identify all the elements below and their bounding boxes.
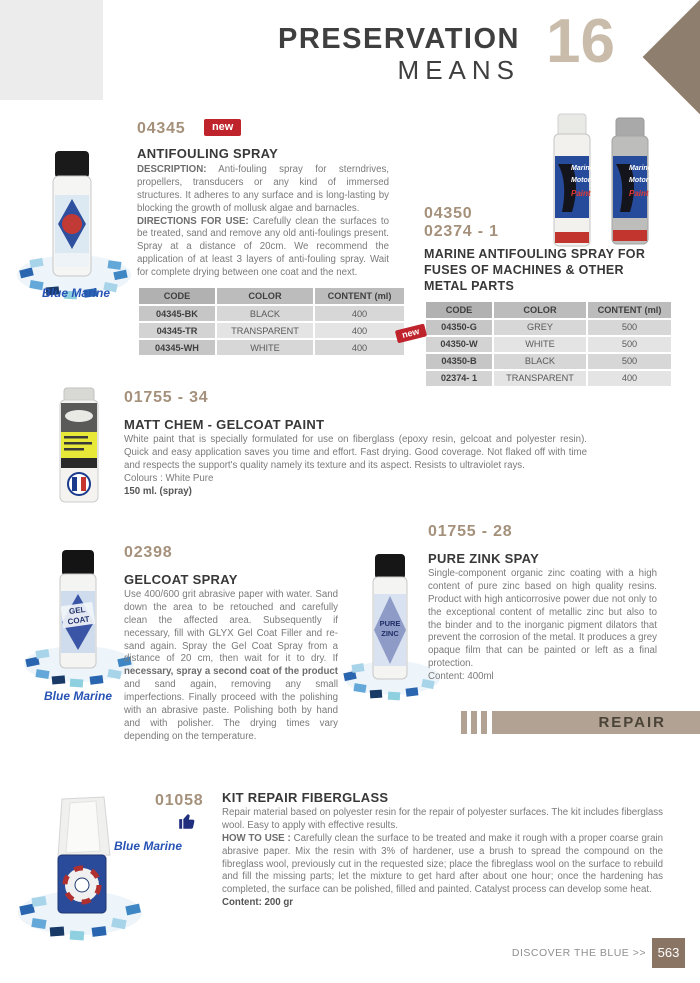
col-header-color: COLOR xyxy=(217,288,313,304)
can-label-marine: Marine xyxy=(571,165,594,172)
cell-color: BLACK xyxy=(217,306,313,321)
description-part2: and sand again, removing any small imperfections. Finally proceed with the polishing with an abrasive paste. Polishing both by hand and with polisher. The drying times vary depending on the temperature. xyxy=(124,679,338,742)
footer-tagline: DISCOVER THE BLUE >> xyxy=(511,947,646,959)
cell-color: BLACK xyxy=(494,354,586,369)
content-line: Content: 400ml xyxy=(428,671,494,683)
page-title-line1: PRESERVATION xyxy=(278,23,520,55)
new-badge: new xyxy=(204,119,241,136)
spray-can xyxy=(373,554,407,679)
page-title-line2: MEANS xyxy=(397,54,520,85)
directions-label: DIRECTIONS FOR USE: xyxy=(137,215,249,227)
product-image-kit-repair xyxy=(8,793,153,948)
table-row xyxy=(139,306,404,321)
cell-content: 400 xyxy=(315,340,404,355)
col-header-content: CONTENT (ml) xyxy=(588,302,671,318)
section-kit-repair xyxy=(222,790,663,910)
section-gelcoat-spray xyxy=(124,544,338,744)
cell-code: 04345-BK xyxy=(139,306,215,321)
table-row xyxy=(426,371,671,386)
cell-code: 04350-W xyxy=(426,337,492,352)
product-title: MARINE ANTIFOULING SPRAY FOR FUSES OF MACHINES & OTHER METAL PARTS xyxy=(424,246,646,293)
section-pure-zinc xyxy=(428,523,657,684)
page-title xyxy=(140,24,520,84)
can-label-motor: Motor xyxy=(571,177,591,184)
cell-code: 04350-G xyxy=(426,320,492,335)
product-code-1: 04350 xyxy=(424,205,473,222)
cell-color: TRANSPARENT xyxy=(217,323,313,338)
page-number: 563 xyxy=(652,938,685,968)
col-header-code: CODE xyxy=(426,302,492,318)
product-description: Single-component organic zinc coating with a high content of pure zinc based on high quality resins. Product with high anticorrosive power due not only to the exceptional content of metallic zinc but also to the binder and to the inorganic pigment dilators that prevent the corrosion of the metal. It produces a grey opaque film that can be painted or left as a final protection. xyxy=(428,568,657,670)
product-image-matt-chem xyxy=(30,386,130,511)
table-row xyxy=(139,340,404,355)
banner-stripe xyxy=(471,711,477,734)
product-table-04345 xyxy=(137,286,406,357)
product-description xyxy=(124,589,338,744)
cell-code: 04350-B xyxy=(426,354,492,369)
chapter-number: 16 xyxy=(546,7,615,76)
content-line: 150 ml. (spray) xyxy=(124,485,192,497)
section-antifouling xyxy=(137,119,406,357)
cell-color: TRANSPARENT xyxy=(494,371,586,386)
spray-can xyxy=(60,550,96,668)
spray-can xyxy=(60,388,98,502)
can-label-marine: Marine xyxy=(629,165,652,172)
description-label: DESCRIPTION: xyxy=(137,164,207,175)
product-title: ANTIFOULING SPRAY xyxy=(137,146,279,161)
cell-content: 500 xyxy=(588,354,671,369)
kit-pouch-and-can xyxy=(58,797,110,913)
product-code: 01755 - 34 xyxy=(124,389,209,406)
product-code: 01058 xyxy=(155,792,204,809)
product-title: MATT CHEM - GELCOAT PAINT xyxy=(124,417,325,432)
cell-content: 500 xyxy=(588,337,671,352)
col-header-content: CONTENT (ml) xyxy=(315,288,404,304)
product-description xyxy=(222,807,663,897)
can-label-paint: Paint xyxy=(629,189,649,198)
can-label-gel: GEL xyxy=(68,604,87,617)
description-part1: Use 400/600 grit abrasive paper with water. Sand down the area to be retouched and carefully clean the affected area. Subsequently if necessary, fill with GLYX Gel Coat Filler and re-sand again. Spray the Gel Coat Spray from a distance of 20 cm, then wait for it to dry. If xyxy=(124,589,338,665)
product-description: White paint that is specially formulated for use on fiberglass (epoxy resin, gelcoat and polyester resin). Quick and easy application saves you time and effort. Fast drying. Good coverage. Not flaked off with time and respects the support's quality namely its texture and its aspect. Resists to ultraviolet rays. xyxy=(124,434,587,471)
can-label-zinc: ZINC xyxy=(381,629,399,638)
product-title: KIT REPAIR FIBERGLASS xyxy=(222,790,389,805)
product-code: 01755 - 28 xyxy=(428,523,513,540)
chapter-diamond-shape xyxy=(643,0,700,116)
product-code: 02398 xyxy=(124,544,173,561)
table-row xyxy=(426,354,671,369)
content-line: Content: 200 gr xyxy=(222,897,294,909)
cell-content: 400 xyxy=(315,323,404,338)
description-bold-run: necessary, spray a second coat of the product xyxy=(124,666,338,678)
cell-code: 04345-TR xyxy=(139,323,215,338)
col-header-color: COLOR xyxy=(494,302,586,318)
product-code: 04345 xyxy=(137,120,186,137)
table-row xyxy=(139,323,404,338)
col-header-code: CODE xyxy=(139,288,215,304)
section-matt-chem xyxy=(124,389,587,498)
table-row xyxy=(426,337,671,352)
blue-marine-logo: Blue Marine xyxy=(42,286,111,300)
how-to-use-text: Carefully clean the surface to be treated and make it rough with a proper coarse grain abrasive paper. Mix the resin with 3% of hardener, use a brush to spread the compound on the fibreglass wool, previously cut in the requested size; place the fibreglass wool on the surface to rebuild and fill the missing parts; let the mixture to get hard after about one hour; once the hardening has completed, the surface can be polished, filled and painted. Catalyst process can develop some heat. xyxy=(222,832,663,896)
product-title: GELCOAT SPRAY xyxy=(124,572,238,587)
product-title: PURE ZINK SPAY xyxy=(428,551,540,566)
blue-marine-logo: Blue Marine xyxy=(114,839,183,853)
can-label-paint: Paint xyxy=(571,189,591,198)
blue-marine-logo: Blue Marine xyxy=(44,689,113,703)
description-text: Anti-fouling spray for sterndrives, propellers, transducers or any kind of immersed structures. It adheres to any surface and is long-lasting by blocking the growth of mollusk algae and barnacles. xyxy=(137,164,389,214)
cell-code: 02374- 1 xyxy=(426,371,492,386)
colours-line: Colours : White Pure xyxy=(124,472,214,484)
cell-color: GREY xyxy=(494,320,586,335)
directions-text: Carefully clean the surfaces to be treated, sand and remove any old anti-foulings present. Spray at a distance of 20cm. We recommend the application of at least 3 layers of anti-fouling spray. Wait for complete drying between one coat and the next. xyxy=(137,215,389,279)
spray-can xyxy=(53,151,91,276)
section-marine-antifouling xyxy=(424,205,673,388)
cell-content: 400 xyxy=(315,306,404,321)
cell-code: 04345-WH xyxy=(139,340,215,355)
product-table-04350 xyxy=(424,300,673,388)
banner-stripe xyxy=(481,711,487,734)
description-part1: Repair material based on polyester resin for the repair of polyester surfaces. The kit includes fiberglass wool. Easy to apply with effective results. xyxy=(222,807,663,831)
table-row xyxy=(426,320,671,335)
banner-stripe xyxy=(461,711,467,734)
new-badge-rotated: new xyxy=(395,324,427,344)
cell-color: WHITE xyxy=(217,340,313,355)
can-label-motor: Motor xyxy=(629,177,649,184)
cell-content: 400 xyxy=(588,371,671,386)
product-image-gelcoat-spray xyxy=(22,542,137,717)
product-image-antifouling-spray xyxy=(12,145,137,305)
page-corner-block xyxy=(0,0,103,100)
repair-section-banner: REPAIR xyxy=(492,711,700,734)
product-description xyxy=(137,164,389,280)
can-label-pure: PURE xyxy=(379,619,401,628)
cell-color: WHITE xyxy=(494,337,586,352)
product-code-2: 02374 - 1 xyxy=(424,223,499,241)
blue-marine-logo-mark xyxy=(112,836,202,856)
thumbs-up-icon xyxy=(176,810,198,832)
how-to-use-label: HOW TO USE : xyxy=(222,832,291,844)
can-label-coat: COAT xyxy=(67,614,91,627)
cell-content: 500 xyxy=(588,320,671,335)
